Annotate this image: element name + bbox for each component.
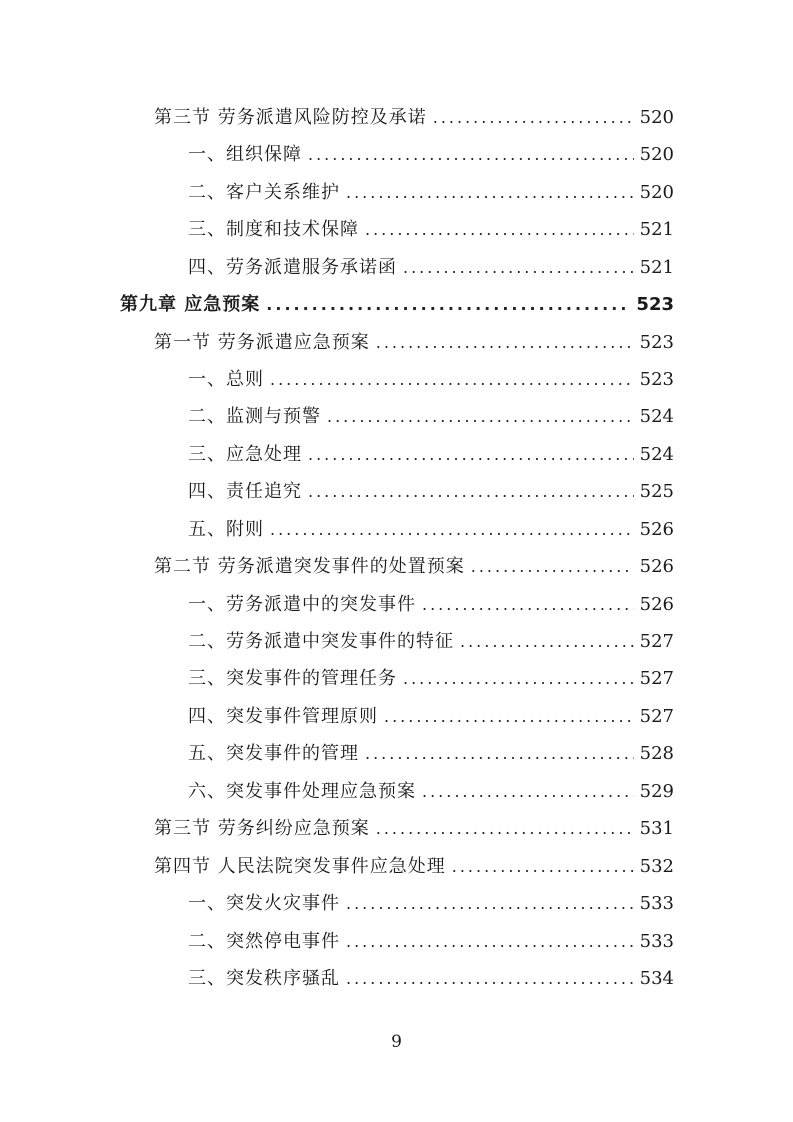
toc-entry-page: 523 — [636, 294, 674, 315]
toc-entry[interactable] — [188, 140, 674, 170]
toc-entry-page: 529 — [639, 781, 674, 802]
toc-entry[interactable] — [188, 215, 674, 245]
toc-chapter-entry[interactable] — [120, 290, 674, 320]
toc-entry-page: 526 — [639, 556, 674, 577]
toc-entry-title: 一、组织保障 — [188, 144, 302, 165]
dot-leader — [346, 927, 634, 957]
toc-entry-page: 523 — [639, 332, 674, 353]
dot-leader — [308, 440, 634, 470]
dot-leader — [460, 627, 634, 657]
dot-leader — [346, 964, 634, 994]
toc-entry-page: 533 — [639, 931, 674, 952]
toc-entry-title: 第二节 劳务派遣突发事件的处置预案 — [154, 556, 465, 577]
dot-leader — [308, 140, 634, 170]
toc-entry[interactable] — [154, 328, 674, 358]
dot-leader — [376, 328, 634, 358]
dot-leader — [384, 702, 634, 732]
dot-leader — [266, 290, 630, 320]
toc-entry-page: 521 — [639, 219, 674, 240]
toc-entry[interactable] — [188, 927, 674, 957]
toc-entry[interactable] — [188, 515, 674, 545]
toc-entry-page: 534 — [639, 968, 674, 989]
dot-leader — [308, 477, 634, 507]
toc-entry-title: 一、突发火灾事件 — [188, 893, 340, 914]
dot-leader — [433, 103, 634, 133]
toc-entry-title: 四、突发事件管理原则 — [188, 706, 378, 727]
toc-entry[interactable] — [188, 253, 674, 283]
dot-leader — [270, 515, 634, 545]
toc-entry-title: 四、责任追究 — [188, 481, 302, 502]
toc-entry[interactable] — [154, 814, 674, 844]
dot-leader — [422, 777, 634, 807]
toc-entry-page: 526 — [639, 519, 674, 540]
toc-entry-page: 520 — [639, 144, 674, 165]
toc-entry-title: 五、附则 — [188, 519, 264, 540]
toc-entry[interactable] — [188, 440, 674, 470]
dot-leader — [422, 590, 634, 620]
dot-leader — [471, 552, 634, 582]
dot-leader — [452, 852, 634, 882]
dot-leader — [403, 253, 634, 283]
toc-entry[interactable] — [188, 889, 674, 919]
toc-entry-title: 三、突发事件的管理任务 — [188, 668, 397, 689]
dot-leader — [270, 365, 634, 395]
toc-entry-title: 第一节 劳务派遣应急预案 — [154, 332, 370, 353]
toc-entry[interactable] — [154, 103, 674, 133]
toc-entry-page: 520 — [639, 182, 674, 203]
toc-entry-page: 520 — [639, 107, 674, 128]
toc-entry-title: 一、劳务派遣中的突发事件 — [188, 594, 416, 615]
toc-entry-title: 第九章 应急预案 — [120, 294, 261, 315]
toc-entry-title: 三、应急处理 — [188, 444, 302, 465]
page-number: 9 — [391, 1032, 402, 1052]
toc-entry-title: 二、突然停电事件 — [188, 931, 340, 952]
toc-entry[interactable] — [188, 664, 674, 694]
toc-entry-page: 531 — [639, 818, 674, 839]
toc-entry[interactable] — [154, 552, 674, 582]
dot-leader — [346, 178, 634, 208]
toc-entry[interactable] — [188, 178, 674, 208]
toc-entry-title: 六、突发事件处理应急预案 — [188, 781, 416, 802]
toc-entry[interactable] — [188, 365, 674, 395]
toc-entry-page: 528 — [639, 743, 674, 764]
toc-entry[interactable] — [188, 402, 674, 432]
toc-entry[interactable] — [188, 477, 674, 507]
toc-entry-page: 524 — [639, 406, 674, 427]
toc-entry[interactable] — [188, 964, 674, 994]
toc-entry[interactable] — [188, 702, 674, 732]
toc-entry-title: 一、总则 — [188, 369, 264, 390]
toc-entry-title: 第四节 人民法院突发事件应急处理 — [154, 856, 446, 877]
toc-entry-title: 第三节 劳务派遣风险防控及承诺 — [154, 107, 427, 128]
toc-entry-title: 三、突发秩序骚乱 — [188, 968, 340, 989]
toc-entry-page: 527 — [639, 706, 674, 727]
toc-entry-title: 五、突发事件的管理 — [188, 743, 359, 764]
toc-entry-page: 523 — [639, 369, 674, 390]
toc-entry-page: 527 — [639, 631, 674, 652]
toc-entry[interactable] — [188, 739, 674, 769]
dot-leader — [365, 215, 634, 245]
toc-entry-title: 二、监测与预警 — [188, 406, 321, 427]
toc-entry-page: 524 — [639, 444, 674, 465]
dot-leader — [346, 889, 634, 919]
toc-entry-title: 二、劳务派遣中突发事件的特征 — [188, 631, 454, 652]
toc-entry-page: 521 — [639, 257, 674, 278]
toc-entry-page: 533 — [639, 893, 674, 914]
dot-leader — [403, 664, 634, 694]
toc-entry[interactable] — [154, 852, 674, 882]
dot-leader — [365, 739, 634, 769]
dot-leader — [376, 814, 634, 844]
dot-leader — [327, 402, 634, 432]
toc-entry[interactable] — [188, 627, 674, 657]
toc-entry-page: 532 — [639, 856, 674, 877]
toc-entry[interactable] — [188, 590, 674, 620]
toc-entry-title: 第三节 劳务纠纷应急预案 — [154, 818, 370, 839]
toc-entry-title: 二、客户关系维护 — [188, 182, 340, 203]
toc-entry[interactable] — [188, 777, 674, 807]
toc-entry-page: 525 — [639, 481, 674, 502]
toc-entry-page: 527 — [639, 668, 674, 689]
toc-entry-page: 526 — [639, 594, 674, 615]
toc-entry-title: 三、制度和技术保障 — [188, 219, 359, 240]
toc-entry-title: 四、劳务派遣服务承诺函 — [188, 257, 397, 278]
